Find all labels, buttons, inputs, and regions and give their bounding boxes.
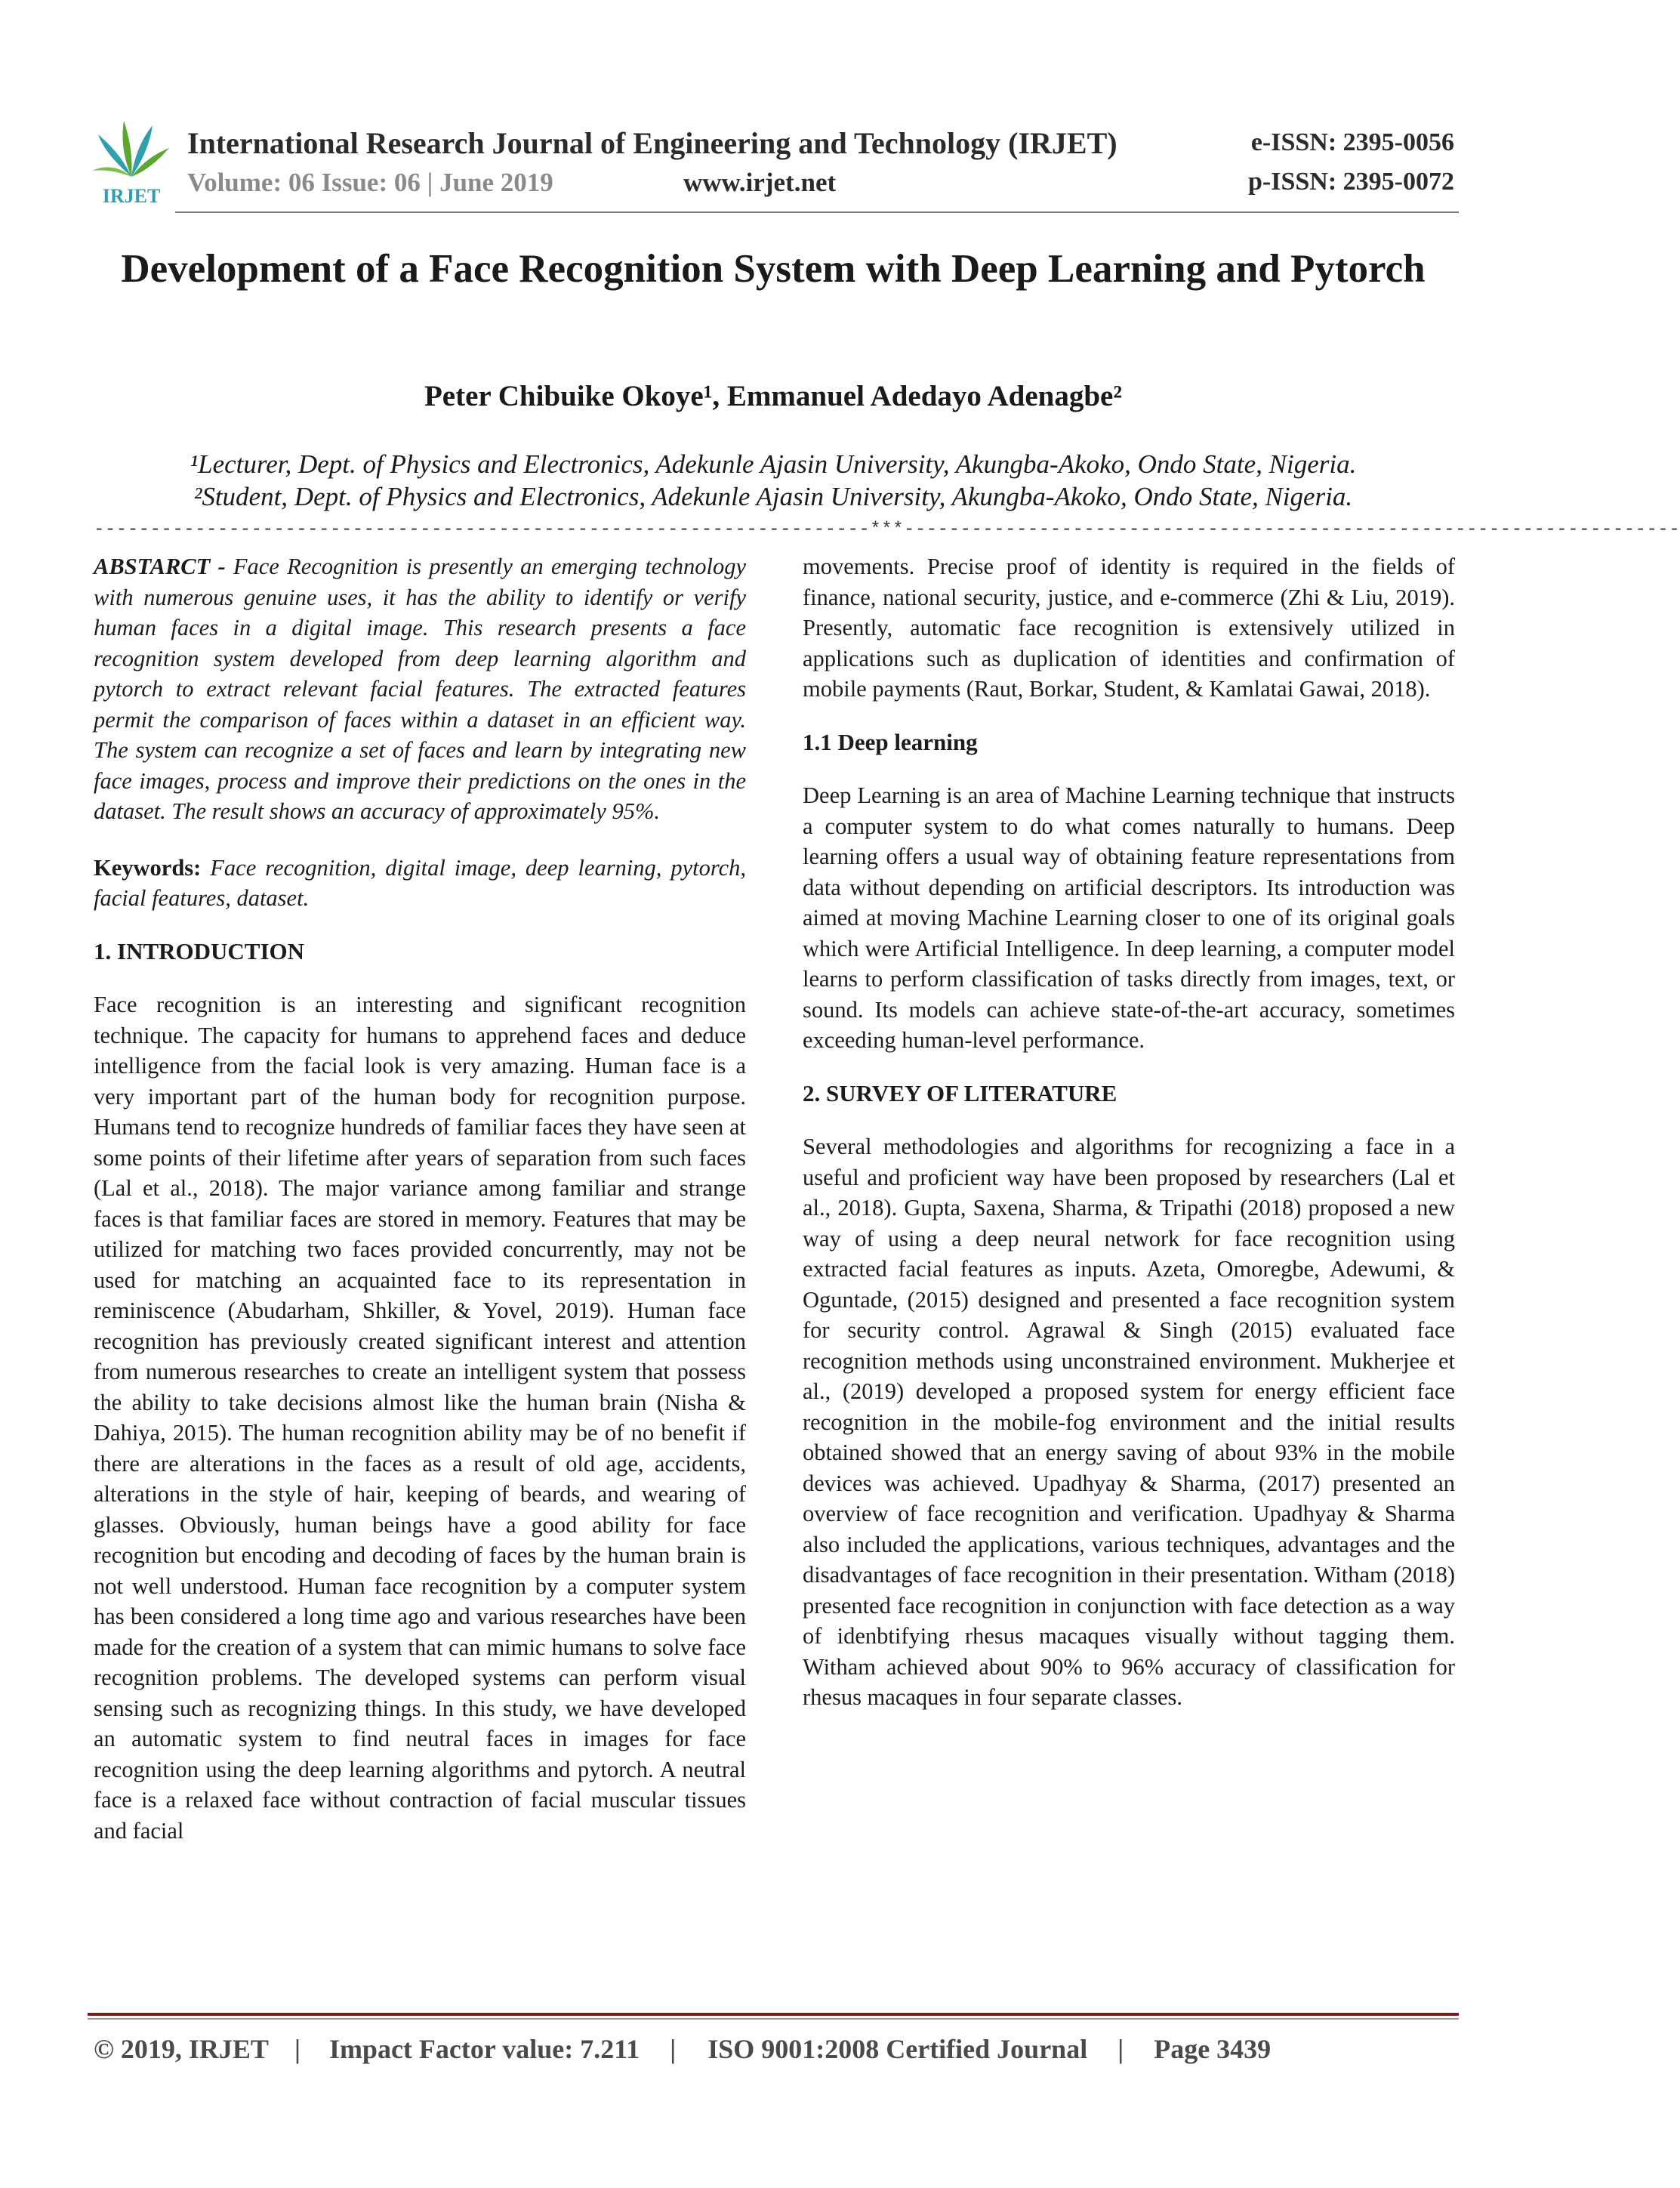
keywords-text: Face recognition, digital image, deep learning, pytorch, facial features, dataset.: [94, 854, 747, 911]
right-column: [803, 551, 1455, 1713]
paper-title: Development of a Face Recognition System with Deep Learning and Pytorch: [121, 247, 1426, 291]
journal-name: International Research Journal of Engineering and Technology (IRJET): [187, 126, 1117, 160]
footer-page-number: Page 3439: [1154, 2034, 1272, 2064]
footer-iso: ISO 9001:2008 Certified Journal: [707, 2034, 1088, 2064]
footer-separator: |: [1117, 2034, 1124, 2064]
footer-impact-factor: Impact Factor value: 7.211: [328, 2034, 640, 2064]
abstract-label: ABSTARCT -: [94, 554, 226, 579]
header-rule: [175, 211, 1459, 213]
footer-rule: [88, 2013, 1459, 2016]
introduction-heading: 1. INTRODUCTION: [94, 937, 305, 964]
irjet-logo-icon: [88, 112, 175, 208]
survey-heading: 2. SURVEY OF LITERATURE: [803, 1079, 1117, 1106]
footer-separator: |: [670, 2034, 677, 2064]
continuation-text: movements. Precise proof of identity is required in the fields of finance, national security, justice, and e-commerce (Zhi & Liu, 2019). Presently, automatic face recognition is extensively utilized in applications such as duplication of identities and confirmation of mobile payments (Raut, Borkar, Student, & Kamlatai Gawai, 2018).: [803, 554, 1455, 702]
authors: Peter Chibuike Okoye¹, Emmanuel Adedayo Adenagbe²: [424, 380, 1123, 412]
deep-learning-text: Deep Learning is an area of Machine Learning technique that instructs a computer system to do what comes naturally to humans. Deep learning offers a usual way of obtaining feature representations from data without depending on artificial descriptors. Its introduction was aimed at moving Machine Learning closer to one of its original goals which were Artificial Intelligence. In deep learning, a computer model learns to perform classification of tasks directly from images, text, or sound. Its models can achieve state-of-the-art accuracy, sometimes exceeding human-level performance.: [803, 782, 1455, 1053]
affiliation-2: ²Student, Dept. of Physics and Electronics, Adekunle Ajasin University, Akungba-Akoko, Ondo State, Nigeria.: [193, 482, 1353, 511]
section-divider: ---------------------------------------------------------------------***---------------------------------------------------------------------: [94, 520, 1680, 540]
footer-separator: |: [294, 2034, 301, 2064]
volume-issue: Volume: 06 Issue: 06 | June 2019: [187, 168, 553, 197]
svg-text:IRJET: IRJET: [102, 185, 161, 207]
keywords: [94, 853, 746, 914]
survey-text: Several methodologies and algorithms for recognizing a face in a useful and proficient way have been proposed by researchers (Lal et al., 2018). Gupta, Saxena, Sharma, & Tripathi (2018) proposed a new way of using a deep neural network for face recognition using extracted facial features as inputs. Azeta, Omoregbe, Adewumi, & Oguntade, (2015) designed and presented a face recognition system for security control. Agrawal & Singh (2015) evaluated face recognition methods using unconstrained environment. Mukherjee et al., (2019) developed a proposed system for energy efficient face recognition in the mobile-fog environment and the initial results obtained showed that an energy saving of about 93% in the mobile devices was achieved. Upadhyay & Sharma, (2017) presented an overview of face recognition and verification. Upadhyay & Sharma also included the applications, various techniques, advantages and the disadvantages of face recognition in their presentation. Witham (2018) presented face recognition in conjunction with face detection as a way of idenbtifying rhesus macaques visually without tagging them. Witham achieved about 90% to 96% accuracy of classification for rhesus macaques in four separate classes.: [803, 1134, 1455, 1710]
footer: [94, 2033, 1271, 2065]
footer-copyright: © 2019, IRJET: [94, 2034, 269, 2064]
p-issn: p-ISSN: 2395-0072: [1248, 168, 1454, 196]
introduction-text: Face recognition is an interesting and significant recognition technique. The capacity for humans to apprehend faces and deduce intelligence from the facial look is very amazing. Human face is a very important part of the human body for recognition purpose. Humans tend to recognize hundreds of familiar faces they have seen at some points of their lifetime after years of separation from such faces (Lal et al., 2018). The major variance among familiar and strange faces is that familiar faces are stored in memory. Features that may be utilized for matching two faces provided concurrently, may not be used for matching an acquainted face to its representation in reminiscence (Abudarham, Shkiller, & Yovel, 2019). Human face recognition has previously created significant interest and attention from numerous researches to create an intelligent system that possess the ability to take decisions almost like the human brain (Nisha & Dahiya, 2015). The human recognition ability may be of no benefit if there are alterations in the faces as a result of old age, accidents, alterations in the style of hair, keeping of beards, and wearing of glasses. Obviously, human beings have a good ability for face recognition but encoding and decoding of faces by the human brain is not well understood. Human face recognition by a computer system has been considered a long time ago and various researches have been made for the creation of a system that can mimic humans to solve face recognition problems. The developed systems can perform visual sensing such as recognizing things. In this study, we have developed an automatic system to find neutral faces in images for face recognition using the deep learning algorithms and pytorch. A neutral face is a relaxed face without contraction of facial muscular tissues and facial: [94, 992, 746, 1844]
abstract: [94, 551, 746, 827]
deep-learning-heading: 1.1 Deep learning: [803, 728, 978, 755]
affiliation-1: ¹Lecturer, Dept. of Physics and Electronics, Adekunle Ajasin University, Akungba-Akoko, Ondo State, Nigeria.: [190, 449, 1357, 479]
journal-website-link[interactable]: www.irjet.net: [683, 168, 837, 197]
e-issn: e-ISSN: 2395-0056: [1250, 128, 1454, 156]
footer-rule-thin: [88, 2018, 1459, 2020]
keywords-label: Keywords:: [94, 854, 202, 881]
left-column: [94, 551, 746, 1846]
irjet-logo: [88, 112, 175, 208]
abstract-text: Face Recognition is presently an emerging technology with numerous genuine uses, it has the ability to identify or verify human faces in a digital image. This research presents a face recognition system developed from deep learning algorithm and pytorch to extract relevant facial features. The extracted features permit the comparison of faces within a dataset in an efficient way. The system can recognize a set of faces and learn by integrating new face images, process and improve their predictions on the ones in the dataset. The result shows an accuracy of approximately 95%.: [94, 554, 746, 824]
